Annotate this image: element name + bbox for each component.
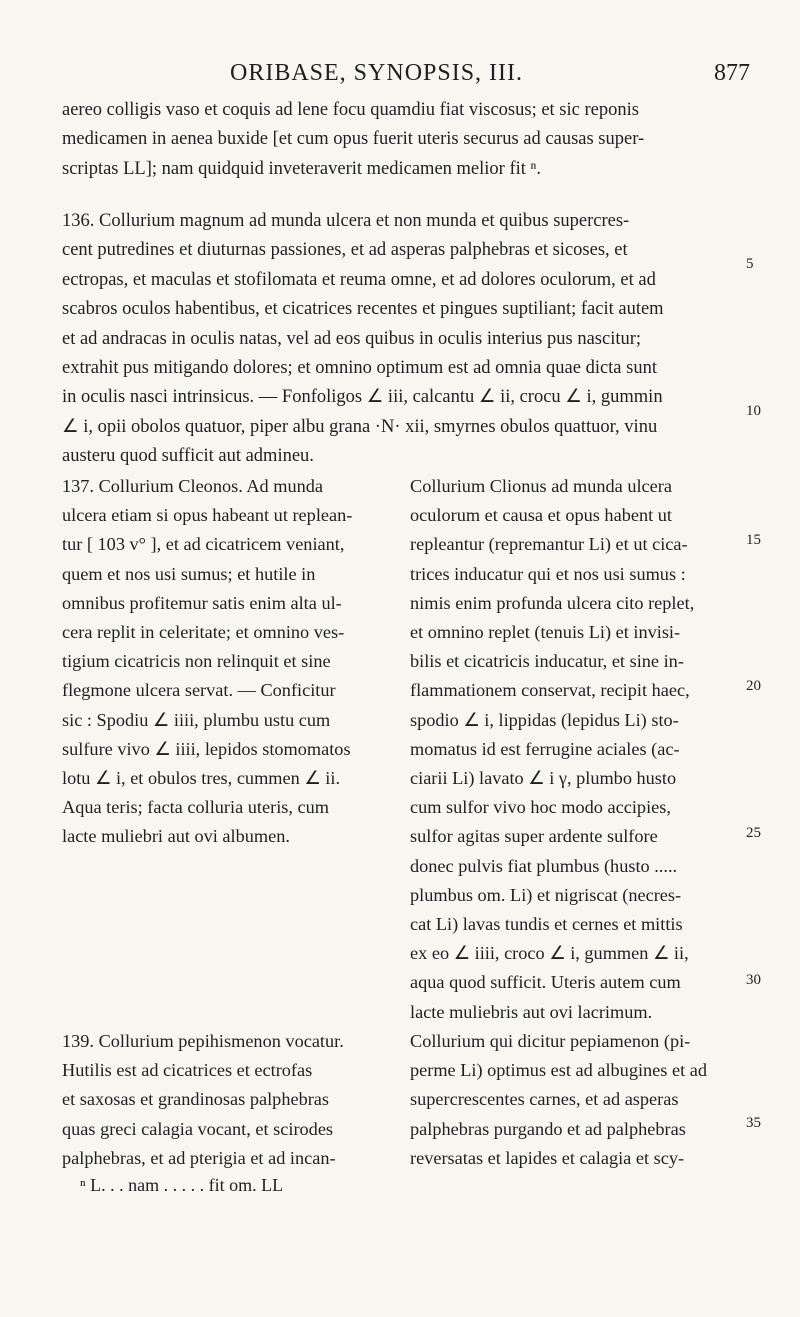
line-number: 15 [746, 532, 761, 548]
text-line: aqua quod sufficit. Uteris autem cum [410, 972, 681, 993]
text-line: ectropas, et maculas et stofilomata et reuma omne, et ad dolores oculorum, et ad [62, 269, 656, 290]
text-line: scabros oculos habentibus, et cicatrices recentes et pingues suptiliant; facit autem [62, 299, 664, 320]
text-line: scriptas LL]; nam quidquid inveteraverit medicamen melior fit ⁿ. [62, 158, 541, 179]
text-line: 137. Collurium Cleonos. Ad munda [62, 476, 324, 496]
text-line: repleantur (repremantur Li) et ut cica- [410, 534, 688, 555]
line-number: 5 [746, 256, 754, 272]
left-column-137 [62, 472, 394, 852]
text-line: et ad andracas in oculis natas, vel ad eos quibus in oculis interius pus nascitur; [62, 328, 642, 349]
left-column-139 [62, 1027, 394, 1173]
text-line: Aqua teris; facta colluria uteris, cum [62, 797, 330, 818]
text-line: lacte muliebri aut ovi albumen. [62, 826, 290, 847]
text-line: reversatas et lapides et calagia et scy- [410, 1147, 685, 1168]
text-line: in oculis nasci intrinsicus. — Fonfoligos ∠ iii, calcantu ∠ ii, crocu ∠ i, gummin [62, 387, 663, 408]
text-line: quem et nos usi sumus; et hutile in [62, 563, 316, 584]
line-number: 25 [746, 825, 761, 841]
text-line: et omnino replet (tenuis Li) et invisi- [410, 622, 681, 643]
text-line: quas greci calagia vocant, et scirodes [62, 1118, 334, 1139]
text-line: cent putredines et diuturnas passiones, et ad asperas palphebras et sicoses, et [62, 240, 628, 261]
text-line: ciarii Li) lavato ∠ i γ, plumbo husto [410, 768, 677, 789]
text-line: flammationem conservat, recipit haec, [410, 680, 690, 701]
right-column-139 [410, 1027, 740, 1173]
text-line: extrahit pus mitigando dolores; et omnino optimum est ad omnia quae dicta sunt [62, 358, 657, 379]
text-line: medicamen in aenea buxide [et cum opus fuerit uteris securus ad causas super- [62, 129, 645, 150]
page-number: 877 [714, 60, 750, 86]
text-line: Hutilis est ad cicatrices et ectrofas [62, 1060, 313, 1081]
intro-paragraph [62, 96, 730, 184]
text-line: ulcera etiam si opus habeant ut replean- [62, 505, 353, 526]
text-line: tigium cicatricis non relinquit et sine [62, 651, 331, 672]
text-line: omnibus profitemur satis enim alta ul- [62, 592, 342, 613]
text-line: 139. Collurium pepihismenon vocatur. [62, 1031, 344, 1051]
text-line: sulfure vivo ∠ iiii, lepidos stomomatos [62, 738, 351, 759]
text-line: tur [ 103 v° ], et ad cicatricem veniant, [62, 534, 345, 555]
text-line: supercrescentes carnes, et ad asperas [410, 1089, 679, 1110]
running-title: ORIBASE, SYNOPSIS, III. [230, 60, 524, 86]
text-line: lacte muliebris aut ovi lacrimum. [410, 1001, 653, 1022]
text-line: perme Li) optimus est ad albugines et ad [410, 1060, 707, 1081]
text-line: cat Li) lavas tundis et cernes et mittis [410, 914, 683, 935]
text-line: momatus id est ferrugine aciales (ac- [410, 738, 680, 759]
text-line: sulfor agitas super ardente sulfore [410, 826, 658, 847]
text-line: plumbus om. Li) et nigriscat (necres- [410, 884, 682, 905]
text-line: aereo colligis vaso et coquis ad lene focu quamdiu fiat viscosus; et sic reponis [62, 100, 639, 120]
line-number: 20 [746, 678, 761, 694]
footnote: ⁿ L. . . nam . . . . . fit om. LL [80, 1175, 284, 1195]
text-line: Collurium qui dicitur pepiamenon (pi- [410, 1031, 691, 1051]
text-line: ∠ i, opii obolos quatuor, piper albu grana ·N· xii, smyrnes obulos quattuor, vinu [62, 416, 658, 437]
line-number: 10 [746, 403, 761, 419]
text-line: 136. Collurium magnum ad munda ulcera et non munda et quibus supercres- [62, 211, 630, 231]
text-line: lotu ∠ i, et obulos tres, cummen ∠ ii. [62, 768, 341, 789]
text-line: palphebras, et ad pterigia et ad incan- [62, 1147, 336, 1168]
text-line: donec pulvis fiat plumbus (husto ..... [410, 855, 678, 876]
text-line: nimis enim profunda ulcera cito replet, [410, 592, 695, 613]
text-line: palphebras purgando et ad palphebras [410, 1118, 686, 1139]
text-line: flegmone ulcera servat. — Conficitur [62, 680, 336, 701]
text-line: austeru quod sufficit aut admineu. [62, 446, 314, 467]
line-number: 30 [746, 972, 761, 988]
text-line: cera replit in celeritate; et omnino ves- [62, 622, 345, 643]
text-line: ex eo ∠ iiii, croco ∠ i, gummen ∠ ii, [410, 943, 689, 964]
page-header [230, 60, 750, 90]
text-line: sic : Spodiu ∠ iiii, plumbu ustu cum [62, 709, 331, 730]
line-number: 35 [746, 1115, 761, 1131]
text-line: oculorum et causa et opus habent ut [410, 505, 672, 526]
text-line: Collurium Clionus ad munda ulcera [410, 476, 672, 496]
right-column-137 [410, 472, 740, 1027]
text-line: trices inducatur qui et nos usi sumus : [410, 563, 686, 584]
text-line: spodio ∠ i, lippidas (lepidus Li) sto- [410, 709, 679, 730]
text-line: bilis et cicatricis inducatur, et sine in- [410, 651, 684, 672]
paragraph-136 [62, 207, 730, 472]
text-line: cum sulfor vivo hoc modo accipies, [410, 797, 671, 818]
text-line: et saxosas et grandinosas palphebras [62, 1089, 330, 1110]
